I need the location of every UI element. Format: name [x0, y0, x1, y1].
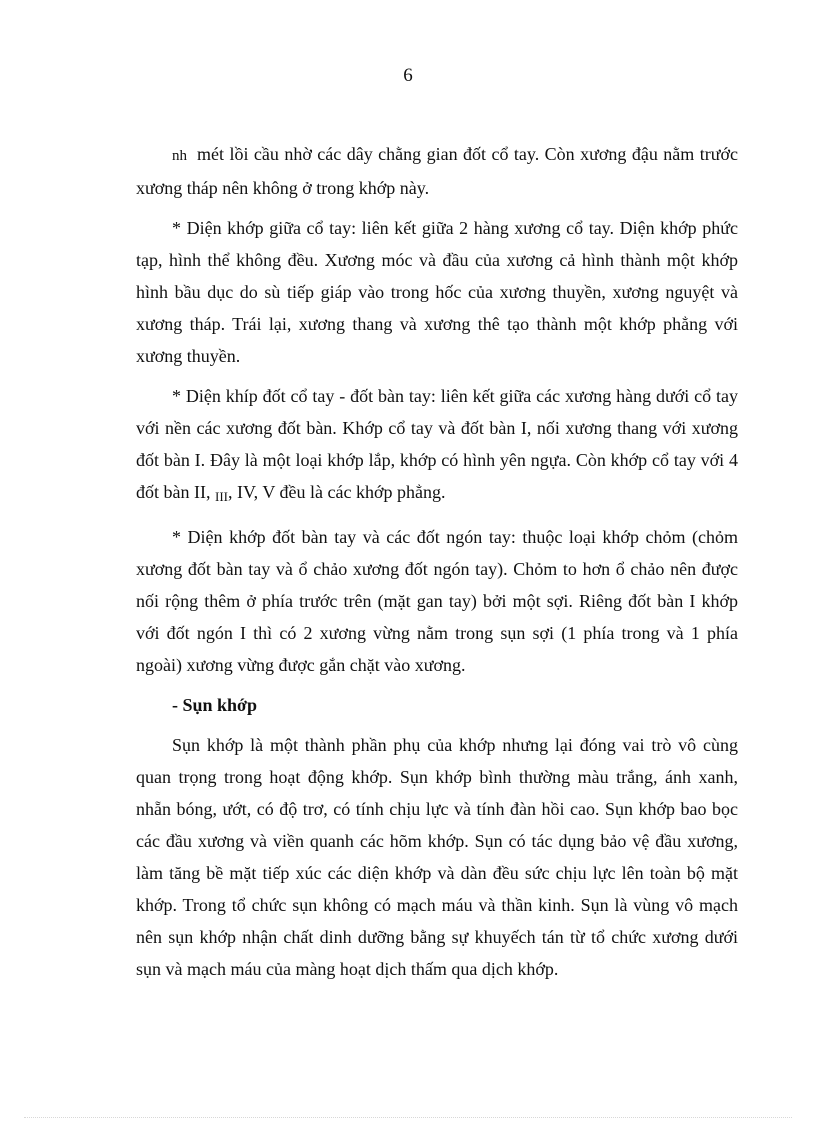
roman-numeral-subscript: III [214, 489, 228, 504]
paragraph-text-part-a: * Diện khíp đốt cổ tay - đốt bàn tay: liên kết giữa các xương hàng dưới cổ tay với nền các xương đốt bàn. Khớp cổ tay và đốt bàn I, nối xương thang với xương đốt bàn I. Đây là một loại khớp lắp, khớp có hình yên ngựa. Còn khớp cổ tay với 4 đốt bàn II, [136, 386, 738, 502]
footer-divider [24, 1117, 792, 1118]
paragraph-midcarpal-joint: * Diện khớp giữa cổ tay: liên kết giữa 2 hàng xương cổ tay. Diện khớp phức tạp, hình thể không đều. Xương móc và đầu của xương cả hình thành một khớp hình bầu dục do sù tiếp giáp vào trong hốc của xương thuyền, xương nguyệt và xương tháp. Trái lại, xương thang và xương thê tạo thành một khớp phẳng với xương thuyền. [136, 218, 738, 366]
paragraph-text-part-b: , IV, V đều là các khớp phẳng. [227, 482, 446, 502]
section-heading-cartilage: - Sụn khớp [172, 695, 258, 715]
paragraph-lead-fragment: nh [172, 148, 187, 164]
paragraph-continuation [136, 138, 738, 204]
page-number: 6 [403, 65, 413, 86]
paragraph-articular-cartilage: Sụn khớp là một thành phần phụ của khớp nhưng lại đóng vai trò vô cùng quan trọng trong hoạt động khớp. Sụn khớp bình thường màu trắng, ánh xanh, nhẵn bóng, ướt, có độ trơ, có tính chịu lực và tính đàn hồi cao. Sụn khớp bao bọc các đầu xương và viền quanh các hõm khớp. Sụn có tác dụng bảo vệ đầu xương, làm tăng bề mặt tiếp xúc các diện khớp và dàn đều sức chịu lực lên toàn bộ mặt khớp. Trong tổ chức sụn không có mạch máu và thần kinh. Sụn là vùng vô mạch nên sụn khớp nhận chất dinh dưỡng bằng sự khuyếch tán từ tổ chức xương dưới sụn và mạch máu của màng hoạt dịch thấm qua dịch khớp. [136, 735, 738, 979]
paragraph-metacarpophalangeal-joint: * Diện khớp đốt bàn tay và các đốt ngón tay: thuộc loại khớp chỏm (chỏm xương đốt bàn tay và ổ chảo xương đốt ngón tay). Chỏm to hơn ổ chảo nên được nối rộng thêm ở phía trước trên (mặt gan tay) bởi một sợi. Riêng đốt bàn I khớp với đốt ngón I thì có 2 xương vừng nằm trong sụn sợi (1 phía trong và 1 phía ngoài) xương vừng được gắn chặt vào xương. [136, 527, 738, 675]
paragraph-continuation-text: mét lồi cầu nhờ các dây chằng gian đốt cổ tay. Còn xương đậu nằm trước xương tháp nên không ở trong khớp này. [136, 144, 738, 198]
paragraph-carpometacarpal-joint [136, 380, 738, 513]
body-text [136, 138, 738, 993]
